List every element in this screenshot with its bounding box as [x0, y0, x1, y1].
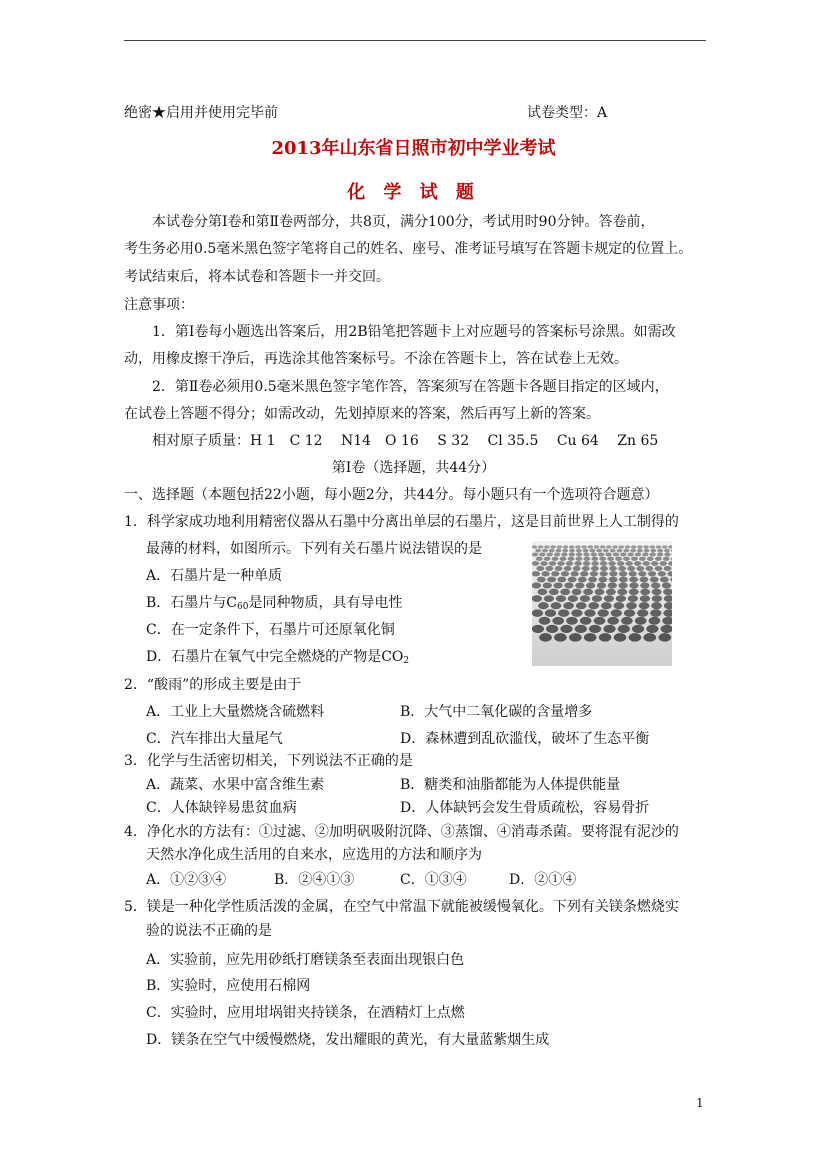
option-d: D．人体缺钙会发生骨质疏松，容易骨折 — [400, 800, 650, 816]
atomic-mass-line: 相对原子质量：H 1 C 12 N14 O 16 S 32 Cl 35.5 Cu 64 Zn 65 — [152, 433, 659, 449]
notice-line: 动，用橡皮擦干净后，再选涂其他答案标号。不涂在答题卡上，答在试卷上无效。 — [124, 351, 628, 367]
option-b: B．②④①③ — [274, 872, 355, 888]
part-heading: 一、选择题（本题包括22小题，每小题2分，共44分。每小题只有一个选项符合题意） — [124, 487, 659, 503]
graphene-image — [532, 541, 672, 666]
paper-type-label: 试卷类型：A — [527, 105, 608, 121]
intro-line: 考试结束后，将本试卷和答题卡一并交回。 — [124, 269, 390, 285]
question-stem: 5．镁是一种化学性质活泼的金属，在空气中常温下就能被缓慢氧化。下列有关镁条燃烧实 — [124, 899, 679, 915]
confidential-label: 绝密★启用并使用完毕前 — [124, 105, 278, 121]
exam-title: 2013年山东省日照市初中学业考试 — [271, 138, 556, 159]
option-d: D．石墨片在氧气中完全燃烧的产物是$CO_2$ — [146, 649, 410, 666]
notice-line: 2．第Ⅱ卷必须用0.5毫米黑色签字笔作答，答案须写在答题卡各题目指定的区域内， — [152, 379, 669, 395]
option-c: C．人体缺锌易患贫血病 — [146, 800, 297, 816]
option-a: A．蔬菜、水果中富含维生素 — [146, 777, 325, 793]
question-stem: 3．化学与生活密切相关，下列说法不正确的是 — [124, 753, 413, 769]
option-b: B．大气中二氧化碳的含量增多 — [400, 704, 593, 720]
notice-line: 1．第Ⅰ卷每小题选出答案后，用2B铅笔把答题卡上对应题号的答案标号涂黑。如需改 — [152, 324, 676, 340]
intro-line: 考生务必用0.5毫米黑色签字笔将自己的姓名、座号、准考证号填写在答题卡规定的位置上。 — [124, 241, 693, 257]
option-a: A．实验前，应先用砂纸打磨镁条至表面出现银白色 — [146, 952, 465, 968]
question-stem: 1．科学家成功地利用精密仪器从石墨中分离出单层的石墨片，这是目前世界上人工制得的 — [124, 514, 679, 530]
option-c: C．汽车排出大量尾气 — [146, 731, 283, 747]
option-c: C．①③④ — [400, 872, 467, 888]
section-title: 第Ⅰ卷（选择题，共44分） — [331, 460, 496, 476]
option-b: B．糖类和油脂都能为人体提供能量 — [400, 777, 621, 793]
option-b: B．石墨片与$C_{60}$是同种物质，具有导电性 — [146, 595, 403, 612]
question-stem: 验的说法不正确的是 — [146, 923, 272, 939]
notice-label: 注意事项： — [124, 297, 194, 313]
question-stem: 最薄的材料，如图所示。下列有关石墨片说法错误的是 — [146, 541, 482, 557]
exam-subtitle: 化 学 试 题 — [347, 182, 480, 203]
intro-line: 本试卷分第Ⅰ卷和第Ⅱ卷两部分，共8页，满分100分，考试用时90分钟。答卷前， — [152, 214, 655, 230]
option-c: C．实验时，应用坩埚钳夹持镁条，在酒精灯上点燃 — [146, 1005, 465, 1021]
question-stem: 4．净化水的方法有：①过滤、②加明矾吸附沉降、③蒸馏、④消毒杀菌。要将混有泥沙的 — [124, 824, 679, 840]
question-stem: 2．“酸雨”的形成主要是由于 — [124, 677, 302, 693]
option-d: D．森林遭到乱砍滥伐，破坏了生态平衡 — [400, 731, 650, 747]
notice-line: 在试卷上答题不得分；如需改动，先划掉原来的答案，然后再写上新的答案。 — [124, 406, 600, 422]
option-d: D．镁条在空气中缓慢燃烧，发出耀眼的黄光，有大量蓝紫烟生成 — [146, 1032, 550, 1048]
option-a: A．①②③④ — [146, 872, 227, 888]
option-a: A．工业上大量燃烧含硫燃料 — [146, 704, 325, 720]
option-b: B．实验时，应使用石棉网 — [146, 978, 311, 994]
option-d: D．②①④ — [509, 872, 577, 888]
option-a: A．石墨片是一种单质 — [146, 568, 283, 584]
option-c: C．在一定条件下，石墨片可还原氧化铜 — [146, 622, 395, 638]
question-stem: 天然水净化成生活用的自来水，应选用的方法和顺序为 — [146, 847, 482, 863]
page-number: 1 — [696, 1096, 704, 1110]
header-rule — [124, 40, 706, 41]
